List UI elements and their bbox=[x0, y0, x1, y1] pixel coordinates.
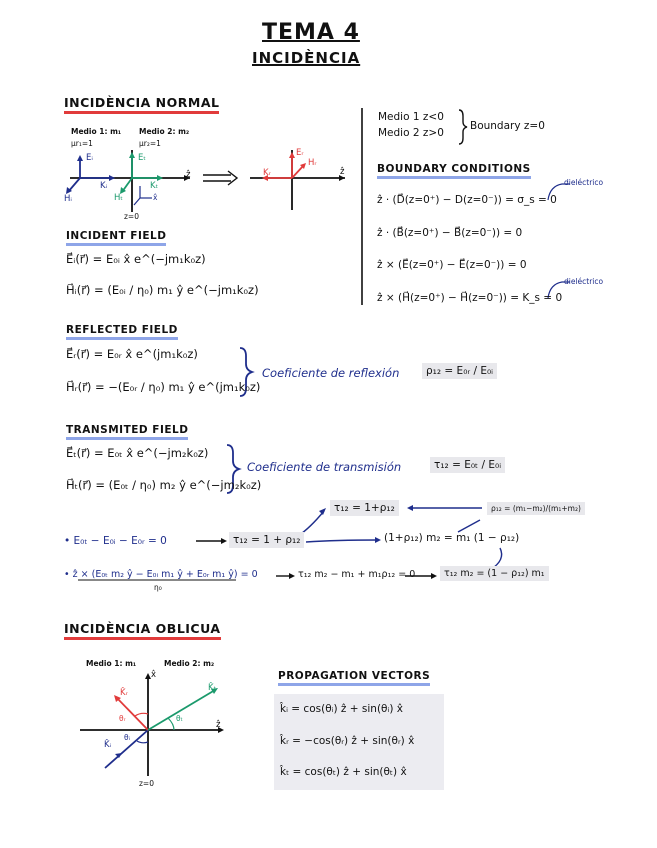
incident-heading: INCIDENT FIELD bbox=[66, 230, 166, 242]
bc-eq-D: ẑ · (D⃗(z=0⁺) − D(z=0⁻)) = σ_s = 0 bbox=[377, 194, 557, 206]
ki-label: K̂ᵢ bbox=[104, 740, 112, 750]
reflected-eq-E: E⃗ᵣ(r⃗) = E₀ᵣ x̂ e^(jm₁k₀z) bbox=[66, 347, 198, 361]
medio2-label: Medio 2: m₂ bbox=[139, 127, 190, 136]
bc-eq-E: ẑ × (E⃗(z=0⁺) − E⃗(z=0⁻)) = 0 bbox=[377, 259, 527, 271]
derivation-line2-final: τ₁₂ m₂ = (1 − ρ₁₂) m₁ bbox=[440, 566, 549, 581]
z0-label: z=0 bbox=[124, 212, 139, 221]
reflection-coefficient: ρ₁₂ = E₀ᵣ / E₀ᵢ bbox=[422, 363, 497, 379]
Ht-label: Hₜ bbox=[114, 193, 123, 203]
oblique-medio2: Medio 2: m₂ bbox=[164, 659, 215, 668]
oblique-x-axis: x̂ bbox=[151, 670, 157, 680]
boundary-medio2: Medio 2 z>0 bbox=[378, 127, 444, 139]
propagation-eq-kr: k̂ᵣ = −cos(θᵣ) ẑ + sin(θᵣ) x̂ bbox=[280, 735, 415, 747]
mu1-label: μr₁=1 bbox=[71, 139, 93, 148]
oblique-incidence-heading: INCIDÈNCIA OBLICUA bbox=[64, 621, 221, 636]
Ei-label: Eᵢ bbox=[86, 153, 93, 163]
reflected-eq-H: H⃗ᵣ(r⃗) = −(E₀ᵣ / η₀) m₁ ŷ e^(jm₁k₀z) bbox=[66, 380, 261, 394]
dielectric-note-2: dieléctrico bbox=[564, 277, 604, 286]
Hi-label: Hᵢ bbox=[64, 194, 72, 204]
propagation-vectors-heading: PROPAGATION VECTORS bbox=[278, 670, 430, 682]
transmitted-heading: TRANSMITED FIELD bbox=[66, 424, 188, 436]
Hr-label: Hᵣ bbox=[308, 158, 317, 168]
helper-axis-x: x̂ bbox=[153, 193, 158, 202]
Kt-label: Kₜ bbox=[150, 181, 159, 191]
transmitted-eq-H: H⃗ₜ(r⃗) = (E₀ₜ / η₀) m₂ ŷ e^(−jm₂k₀z) bbox=[66, 478, 262, 492]
page-subtitle: INCIDÈNCIA bbox=[252, 49, 361, 67]
derivation-line2-result: τ₁₂ m₂ − m₁ + m₁ρ₁₂ = 0 bbox=[298, 569, 416, 580]
kr-label: K̂ᵣ bbox=[120, 688, 128, 698]
medio1-label: Medio 1: m₁ bbox=[71, 127, 122, 136]
page-title: TEMA 4 bbox=[262, 20, 360, 45]
derivation-equation: (1+ρ₁₂) m₂ = m₁ (1 − ρ₁₂) bbox=[384, 532, 520, 544]
bc-eq-B: ẑ · (B⃗(z=0⁺) − B⃗(z=0⁻)) = 0 bbox=[377, 227, 523, 239]
boundary-label: Boundary z=0 bbox=[470, 120, 545, 132]
bc-eq-H: ẑ × (H⃗(z=0⁺) − H⃗(z=0⁻)) = K_s = 0 bbox=[377, 292, 563, 304]
incident-eq-E: E⃗ᵢ(r⃗) = E₀ᵢ x̂ e^(−jm₁k₀z) bbox=[66, 252, 206, 266]
derivation-line2: • ẑ × (E₀ₜ m₂ ŷ − E₀ᵢ m₁ ŷ + E₀ᵣ m₁ ŷ) = 0 bbox=[64, 569, 258, 580]
theta-i-label: θᵢ bbox=[124, 733, 130, 742]
eta-denominator: η₀ bbox=[154, 583, 162, 592]
normal-incidence-heading: INCIDÈNCIA NORMAL bbox=[64, 95, 219, 110]
oblique-z-axis: ẑ bbox=[216, 720, 221, 730]
propagation-eq-ki: k̂ᵢ = cos(θᵢ) ẑ + sin(θᵢ) x̂ bbox=[280, 703, 404, 715]
reflected-diagram bbox=[250, 150, 345, 210]
transmission-coefficient: τ₁₂ = E₀ₜ / E₀ᵢ bbox=[430, 457, 505, 473]
z2-axis-label: ẑ bbox=[340, 167, 345, 177]
kt-vector bbox=[148, 690, 215, 730]
incident-eq-H: H⃗ᵢ(r⃗) = (E₀ᵢ / η₀) m₁ ŷ e^(−jm₁k₀z) bbox=[66, 283, 259, 297]
boundary-brace bbox=[459, 110, 467, 144]
derivation-line1: • E₀ₜ − E₀ᵢ − E₀ᵣ = 0 bbox=[64, 535, 167, 547]
propagation-eq-kt: k̂ₜ = cos(θₜ) ẑ + sin(θₜ) x̂ bbox=[280, 766, 407, 778]
rho-formula: ρ₁₂ = (m₁−m₂)/(m₁+m₂) bbox=[487, 502, 585, 515]
reflected-heading: REFLECTED FIELD bbox=[66, 324, 178, 336]
mu2-label: μr₂=1 bbox=[139, 139, 161, 148]
z-axis-label: ẑ bbox=[186, 170, 191, 180]
boundary-conditions-heading: BOUNDARY CONDITIONS bbox=[377, 163, 531, 175]
reflection-coefficient-label: Coeficiente de reflexión bbox=[262, 366, 400, 380]
derivation-tau: τ₁₂ = 1 + ρ₁₂ bbox=[229, 532, 304, 548]
transmission-coefficient-label: Coeficiente de transmisión bbox=[247, 460, 402, 474]
oblique-diagram bbox=[80, 673, 224, 776]
Ki-label: Kᵢ bbox=[100, 181, 108, 191]
oblique-z0-label: z=0 bbox=[139, 779, 154, 788]
transmitted-eq-E: E⃗ₜ(r⃗) = E₀ₜ x̂ e^(−jm₂k₀z) bbox=[66, 446, 209, 460]
tau-relation: τ₁₂ = 1+ρ₁₂ bbox=[330, 500, 399, 516]
oblique-medio1: Medio 1: m₁ bbox=[86, 659, 137, 668]
Et-label: Eₜ bbox=[138, 153, 146, 163]
theta-r-label: θᵣ bbox=[119, 714, 126, 723]
normal-incidence-diagram bbox=[66, 150, 190, 212]
boundary-medio1: Medio 1 z<0 bbox=[378, 111, 444, 123]
Er-label: Eᵣ bbox=[296, 148, 304, 158]
dielectric-note-1: dieléctrico bbox=[564, 178, 604, 187]
kt-label: K̂ₜ bbox=[208, 683, 217, 693]
theta-t-label: θₜ bbox=[176, 714, 183, 723]
Kr-label: Kᵣ bbox=[263, 168, 271, 178]
